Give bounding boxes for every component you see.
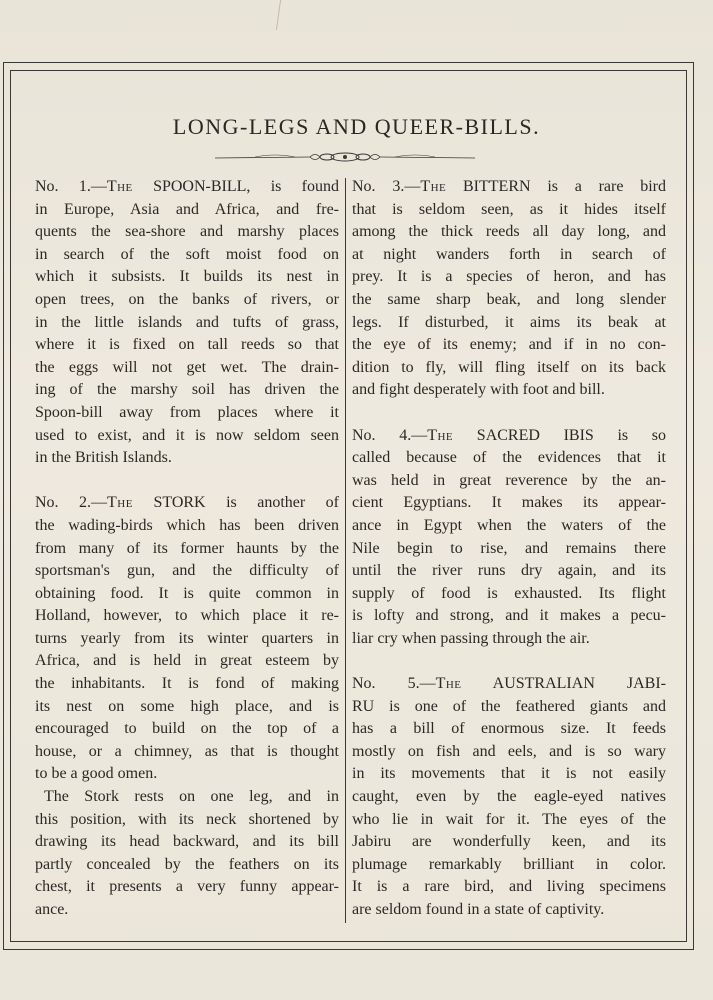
text-line: Spoon-bill away from places where it — [35, 403, 339, 421]
text-line: turns yearly from its winter quarters in — [35, 629, 339, 647]
text-line: liar cry when passing through the air. — [352, 629, 590, 647]
text-line: who lie in wait for it. The eyes of the — [352, 810, 666, 828]
text-line: house, or a chimney, as that is thought — [35, 742, 339, 760]
entry-sacred-ibis — [352, 425, 666, 651]
text-line: to be a good omen. — [35, 765, 158, 783]
right-column — [352, 176, 666, 922]
entry-australian-jabiru — [352, 673, 666, 922]
text-line: No. 1.—The SPOON-BILL, is found — [35, 178, 339, 195]
text-line: chest, it presents a very funny appear- — [35, 878, 339, 896]
text-line: from many of its former haunts by the — [35, 539, 339, 557]
left-column — [35, 176, 339, 922]
text-line: that is seldom seen, as it hides itself — [352, 200, 666, 218]
text-line: was held in great reverence by the an- — [352, 471, 666, 489]
page-title: LONG-LEGS AND QUEER-BILLS. — [172, 114, 541, 139]
text-line: Holland, however, to which place it re- — [35, 607, 339, 625]
text-line: its nest on some high place, and is — [35, 697, 339, 715]
text-line: ance in Egypt when the waters of the — [352, 516, 666, 534]
text-line: Africa, and is held in great esteem by — [35, 652, 339, 670]
entry-stork — [35, 492, 339, 786]
ornament-divider-icon — [215, 150, 475, 164]
text-line: open trees, on the banks of rivers, or — [35, 290, 339, 308]
text-line: drawing its head backward, and its bill — [35, 833, 339, 851]
text-line: among the thick reeds all day long, and — [352, 223, 666, 241]
text-line: in the British Islands. — [35, 449, 172, 467]
text-line: the eggs will not get wet. The drain- — [35, 358, 339, 376]
text-line: No. 5.—The AUSTRALIAN JABI- — [352, 675, 666, 693]
text-line: is lofty and strong, and it makes a pecu- — [352, 607, 666, 625]
text-line: until the river runs dry again, and its — [352, 562, 666, 580]
text-line: ing of the marshy soil has driven the — [35, 381, 339, 399]
text-line: called because of the evidences that it — [352, 449, 666, 467]
text-line: in its movements that it is not easily — [352, 765, 666, 783]
text-line: prey. It is a species of heron, and has — [352, 268, 666, 286]
text-line: plumage remarkably brilliant in color. — [352, 855, 666, 873]
text-line: caught, even by the eagle-eyed natives — [352, 788, 666, 806]
text-line: sportsman's gun, and the difficulty of — [35, 562, 339, 580]
text-line: The Stork rests on one leg, and in — [44, 788, 339, 806]
text-line: which it subsists. It builds its nest in — [35, 268, 339, 286]
text-line: in search of the soft moist food on — [35, 245, 339, 263]
text-line: ance. — [35, 901, 69, 918]
text-line: obtaining food. It is quite common in — [35, 584, 339, 602]
text-line: RU is one of the feathered giants and — [352, 697, 666, 715]
text-line: No. 4.—The SACRED IBIS is so — [352, 426, 667, 444]
entry-spoon-bill — [35, 176, 339, 470]
text-line: partly concealed by the feathers on its — [35, 855, 339, 873]
column-divider — [345, 178, 346, 923]
text-line: where it is fixed on tall reeds so that — [35, 336, 339, 354]
text-line: Nile begin to rise, and remains there — [352, 539, 666, 557]
text-line: legs. If disturbed, it aims its beak at — [352, 313, 666, 331]
entry-stork-continued — [35, 786, 339, 809]
text-line: and fight desperately with foot and bill. — [352, 381, 605, 399]
entry-stork-continued-body — [35, 809, 339, 922]
text-line: No. 3.—The BITTERN is a rare bird — [352, 178, 666, 195]
text-line: the wading-birds which has been driven — [35, 516, 339, 534]
text-line: mostly on fish and eels, and is so wary — [352, 742, 666, 760]
text-line: has a bill of enormous size. It feeds — [352, 720, 666, 738]
text-line: in Europe, Asia and Africa, and fre- — [35, 200, 339, 218]
text-line: quents the sea-shore and marshy places — [35, 223, 339, 241]
entry-bittern — [352, 176, 666, 402]
text-line: cient Egyptians. It makes its appear- — [352, 494, 666, 512]
text-line: It is a rare bird, and living specimens — [352, 878, 666, 896]
text-line: the eye of its enemy; and if in no con- — [352, 336, 666, 354]
text-line: the inhabitants. It is fond of making — [35, 675, 339, 693]
text-line: dition to fly, will fling itself on its back — [352, 358, 666, 376]
text-line: Jabiru are wonderfully keen, and its — [352, 833, 666, 851]
text-line: the same sharp beak, and long slender — [352, 290, 666, 308]
text-line: are seldom found in a state of captivity. — [352, 901, 605, 918]
text-line: used to exist, and it is now seldom seen — [35, 426, 339, 444]
text-line: in the little islands and tufts of grass, — [35, 313, 339, 331]
text-line: this position, with its neck shortened by — [35, 810, 339, 828]
text-line: encouraged to build on the top of a — [35, 720, 339, 738]
text-line: supply of food is exhausted. Its flight — [352, 584, 666, 602]
text-line: at night wanders forth in search of — [352, 245, 666, 263]
text-line: No. 2.—The STORK is another of — [35, 494, 339, 512]
